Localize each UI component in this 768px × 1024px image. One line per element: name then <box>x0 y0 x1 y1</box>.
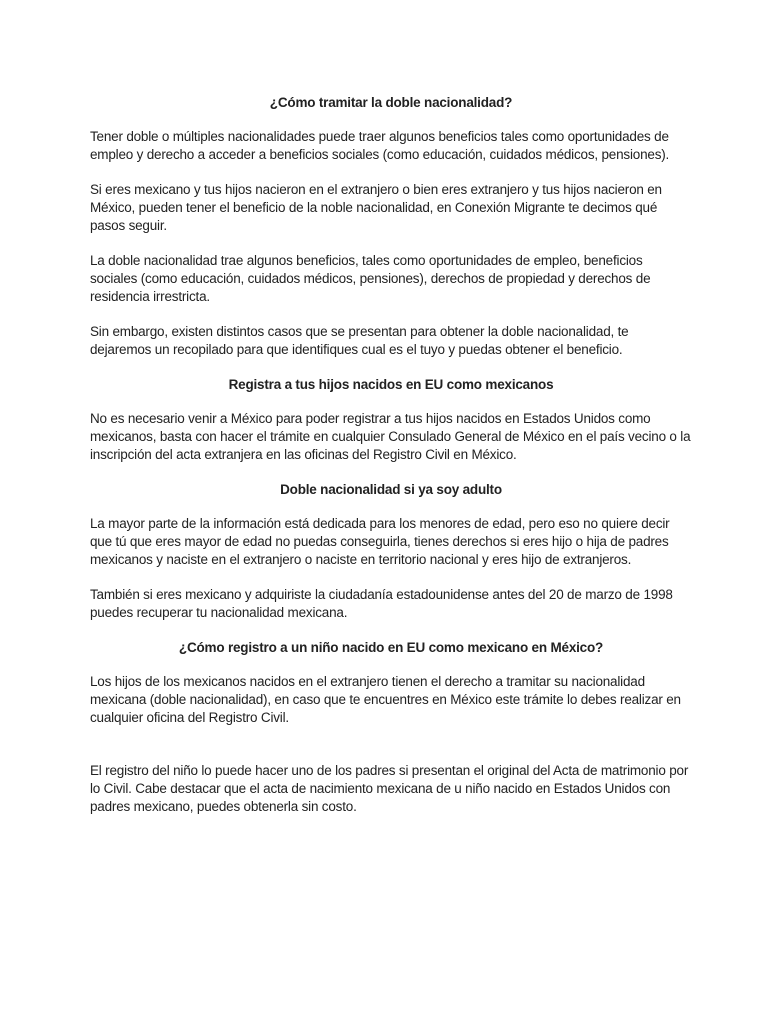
section-heading-registro-nino: ¿Cómo registro a un niño nacido en EU como mexicano en México? <box>178 640 604 655</box>
intro-paragraph-4: Sin embargo, existen distintos casos que se presentan para obtener la doble nacionalidad, te dejaremos un recopilado para que identifiques cual es el tuyo y puedas obtener el beneficio. <box>90 324 629 357</box>
intro-paragraph-2: Si eres mexicano y tus hijos nacieron en el extranjero o bien eres extranjero y tus hijos nacieron en México, pueden tener el beneficio de la noble nacionalidad, en Conexión Migrante te decimos qué pasos seguir. <box>90 182 662 233</box>
section-paragraph: La mayor parte de la información está dedicada para los menores de edad, pero eso no quiere decir que tú que eres mayor de edad no puedas conseguirla, tienes derechos si eres hijo o hija de padres mexicanos y naciste en el extranjero o naciste en territorio nacional y eres hijo de extranjeros. <box>90 516 670 567</box>
section-paragraph: El registro del niño lo puede hacer uno de los padres si presentan el original del Acta de matrimonio por lo Civil. Cabe destacar que el acta de nacimiento mexicana de u niño nacido en Estados Unidos con padres mexicano, puedes obtenerla sin costo. <box>90 763 689 814</box>
document-title: ¿Cómo tramitar la doble nacionalidad? <box>269 95 513 110</box>
section-heading-adulto: Doble nacionalidad si ya soy adulto <box>280 482 502 497</box>
section-heading-registra-hijos: Registra a tus hijos nacidos en EU como mexicanos <box>228 377 554 392</box>
section-paragraph: También si eres mexicano y adquiriste la ciudadanía estadounidense antes del 20 de marzo de 1998 puedes recuperar tu nacionalidad mexicana. <box>90 587 673 620</box>
section-paragraph: Los hijos de los mexicanos nacidos en el extranjero tienen el derecho a tramitar su nacionalidad mexicana (doble nacionalidad), en caso que te encuentres en México este trámite lo debes realizar en cualquier oficina del Registro Civil. <box>90 674 681 725</box>
intro-paragraph-1: Tener doble o múltiples nacionalidades puede traer algunos beneficios tales como oportunidades de empleo y derecho a acceder a beneficios sociales (como educación, cuidados médicos, pensiones). <box>90 129 670 162</box>
intro-paragraph-3: La doble nacionalidad trae algunos beneficios, tales como oportunidades de empleo, beneficios sociales (como educación, cuidados médicos, pensiones), derechos de propiedad y derechos de residencia irrestricta. <box>90 253 651 304</box>
section-paragraph: No es necesario venir a México para poder registrar a tus hijos nacidos en Estados Unidos como mexicanos, basta con hacer el trámite en cualquier Consulado General de México en el país vecino o la inscripción del acta extranjera en las oficinas del Registro Civil en México. <box>90 411 691 462</box>
